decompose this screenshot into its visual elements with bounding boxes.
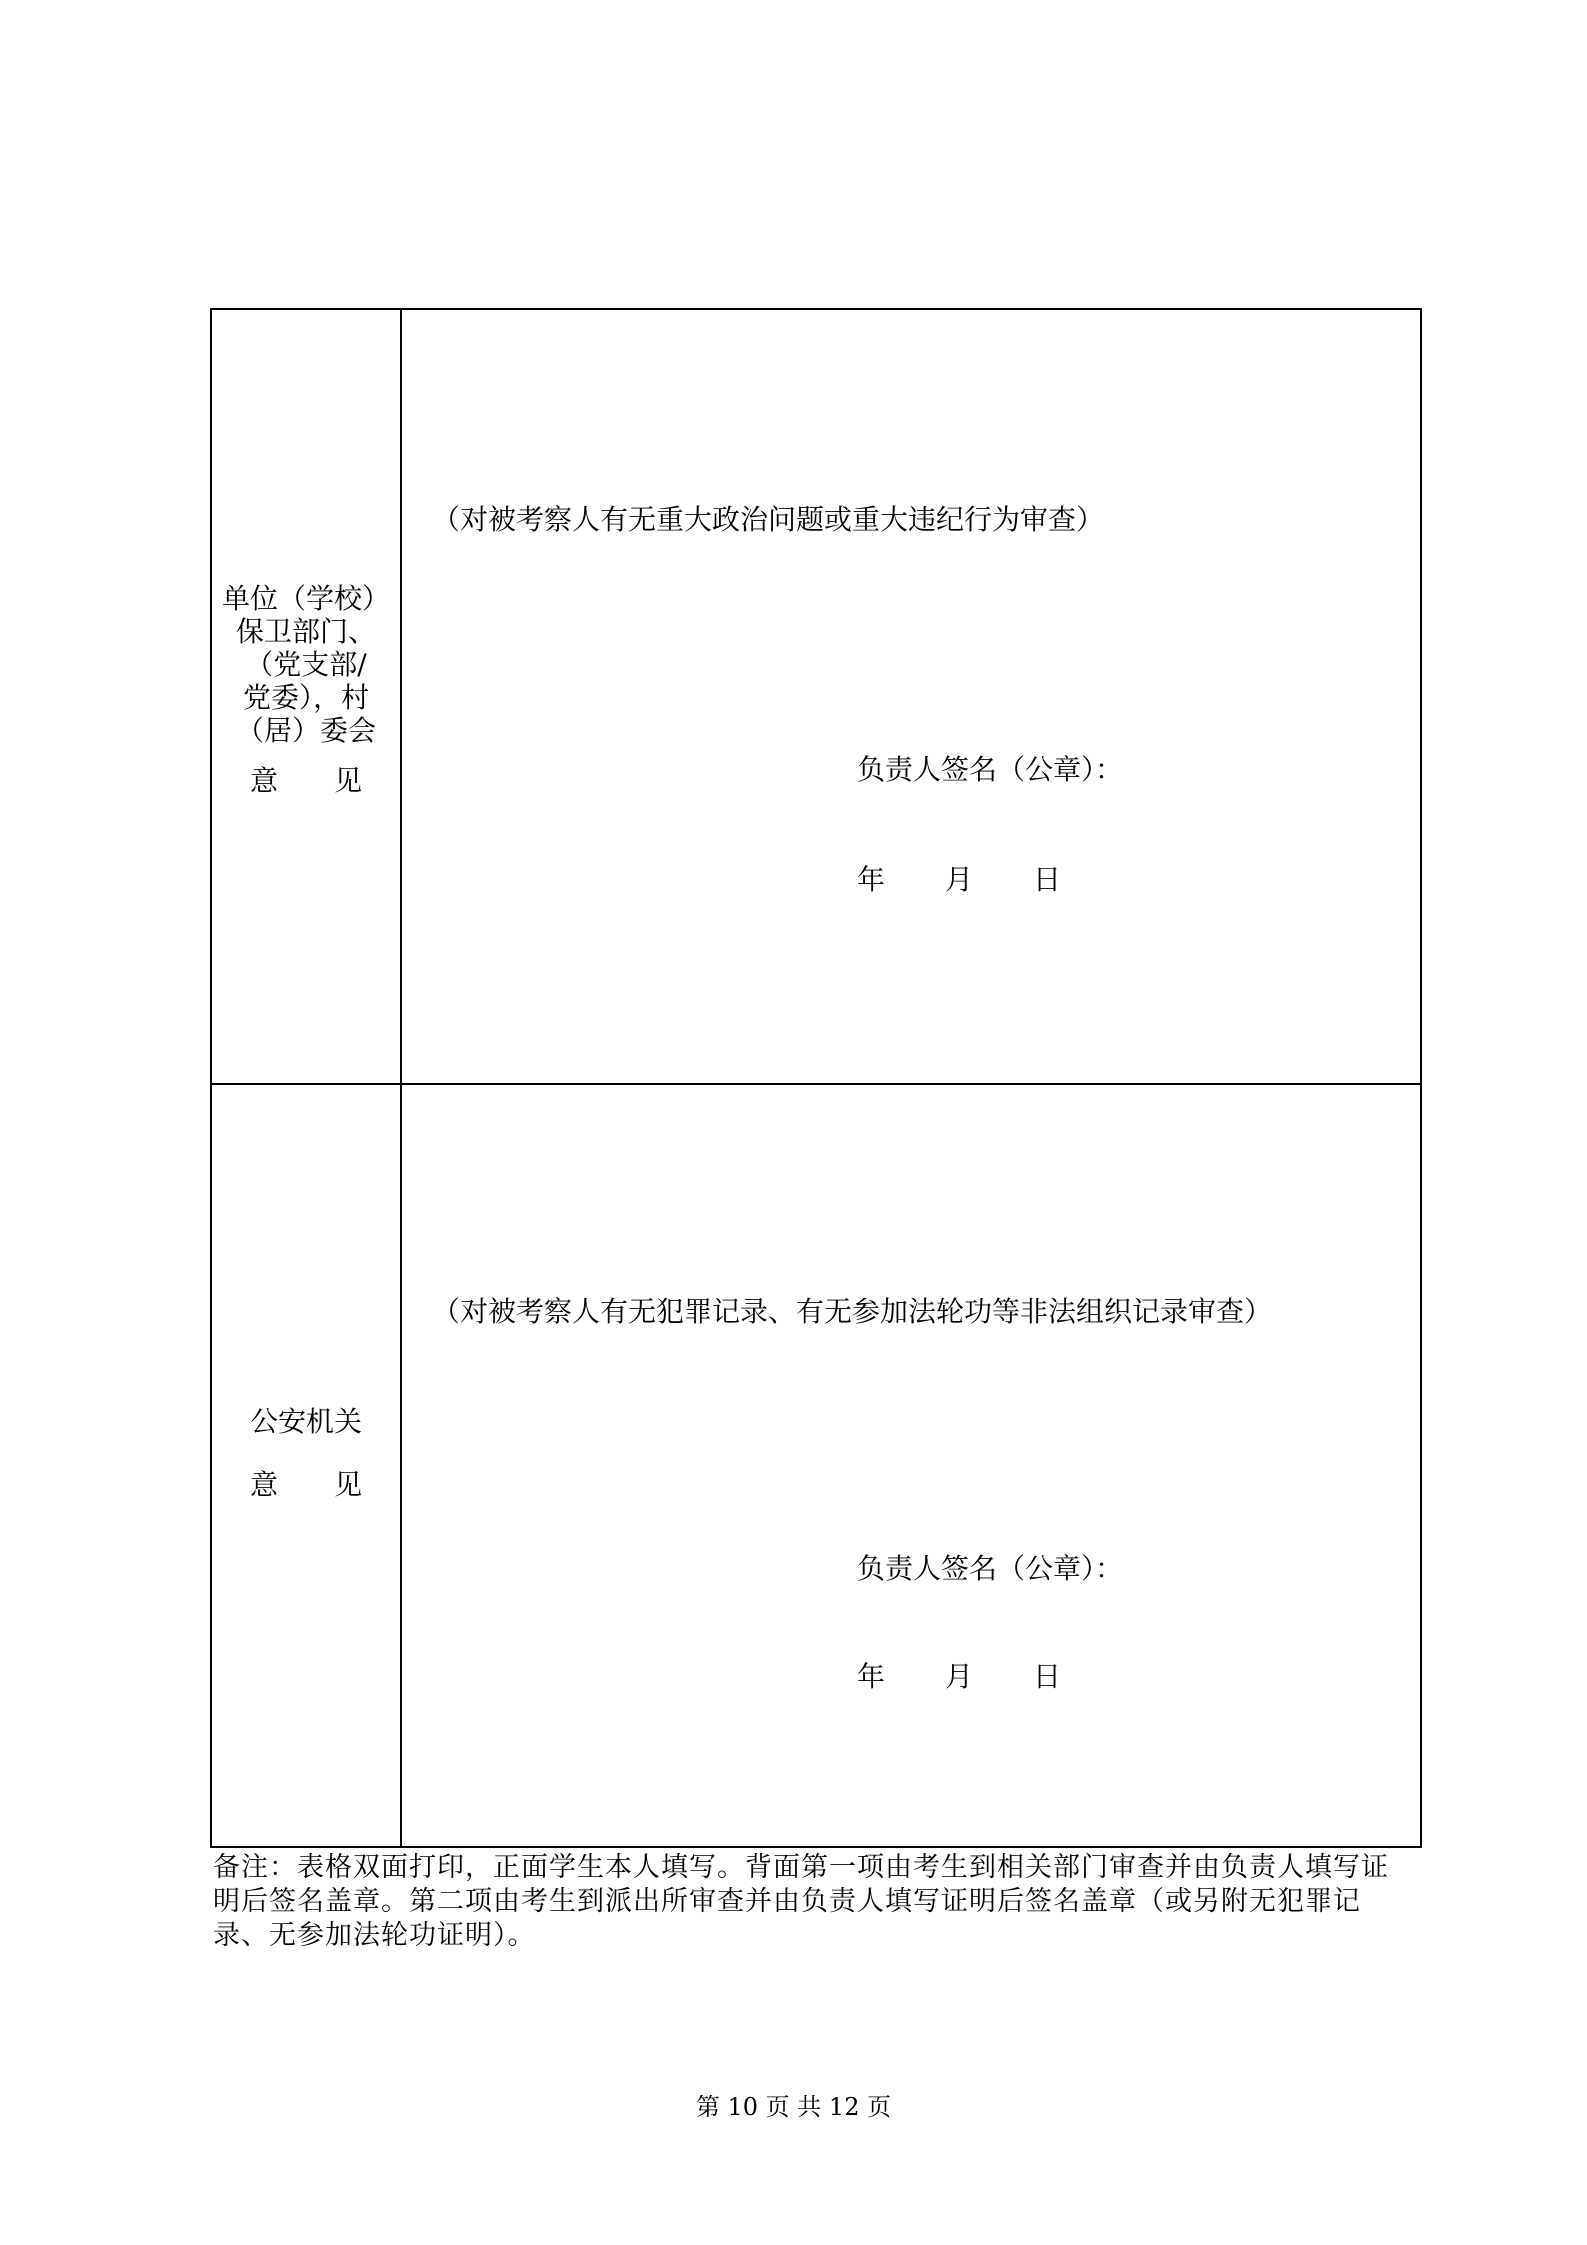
police-review-content-cell[interactable]: [402, 1085, 1420, 1846]
police-date-year: 年: [857, 1660, 886, 1693]
unit-date-day: 日: [1033, 863, 1062, 896]
police-opinion-char-1: 意: [249, 1468, 278, 1501]
police-date-day: 日: [1033, 1660, 1062, 1693]
unit-label-line-1: 单位（学校）: [221, 582, 390, 615]
police-opinion-char-2: 见: [334, 1468, 363, 1501]
unit-review-hint: （对被考察人有无重大政治问题或重大违纪行为审查）: [432, 503, 1105, 536]
police-review-hint: （对被考察人有无犯罪记录、有无参加法轮功等非法组织记录审查）: [432, 1295, 1273, 1328]
unit-opinion-char-1: 意: [249, 764, 278, 797]
unit-review-label-cell: [212, 310, 402, 1083]
police-label-line-1: 公安机关: [249, 1405, 362, 1438]
police-review-row: [212, 1085, 1420, 1846]
police-date-month: 月: [945, 1660, 974, 1693]
unit-date-year: 年: [857, 863, 886, 896]
unit-label-line-3: （党支部/: [245, 648, 367, 681]
unit-date-line: [857, 858, 1061, 898]
police-date-line: [857, 1655, 1061, 1695]
unit-label-line-2: 保卫部门、: [235, 615, 376, 648]
unit-label-line-4: 党委），村: [242, 681, 369, 714]
page-number-footer: 第 10 页 共 12 页: [695, 2093, 892, 2121]
police-review-label-cell: [212, 1085, 402, 1846]
police-signature-label: 负责人签名（公章）：: [857, 1552, 1124, 1585]
unit-signature-label: 负责人签名（公章）：: [857, 753, 1124, 786]
form-note: 备注：表格双面打印，正面学生本人填写。背面第一项由考生到相关部门审查并由负责人填写证明后签名盖章。第二项由考生到派出所审查并由负责人填写证明后签名盖章（或另附无犯罪记录、无参加法轮功证明）。: [213, 1852, 1389, 1951]
police-opinion-label: [212, 1468, 400, 1501]
unit-label-line-5: （居）委会: [235, 714, 376, 747]
unit-opinion-char-2: 见: [334, 764, 363, 797]
unit-opinion-label: [212, 764, 400, 797]
unit-review-row: [212, 310, 1420, 1085]
unit-date-month: 月: [945, 863, 974, 896]
review-form-table: [210, 308, 1422, 1848]
unit-review-content-cell[interactable]: [402, 310, 1420, 1083]
